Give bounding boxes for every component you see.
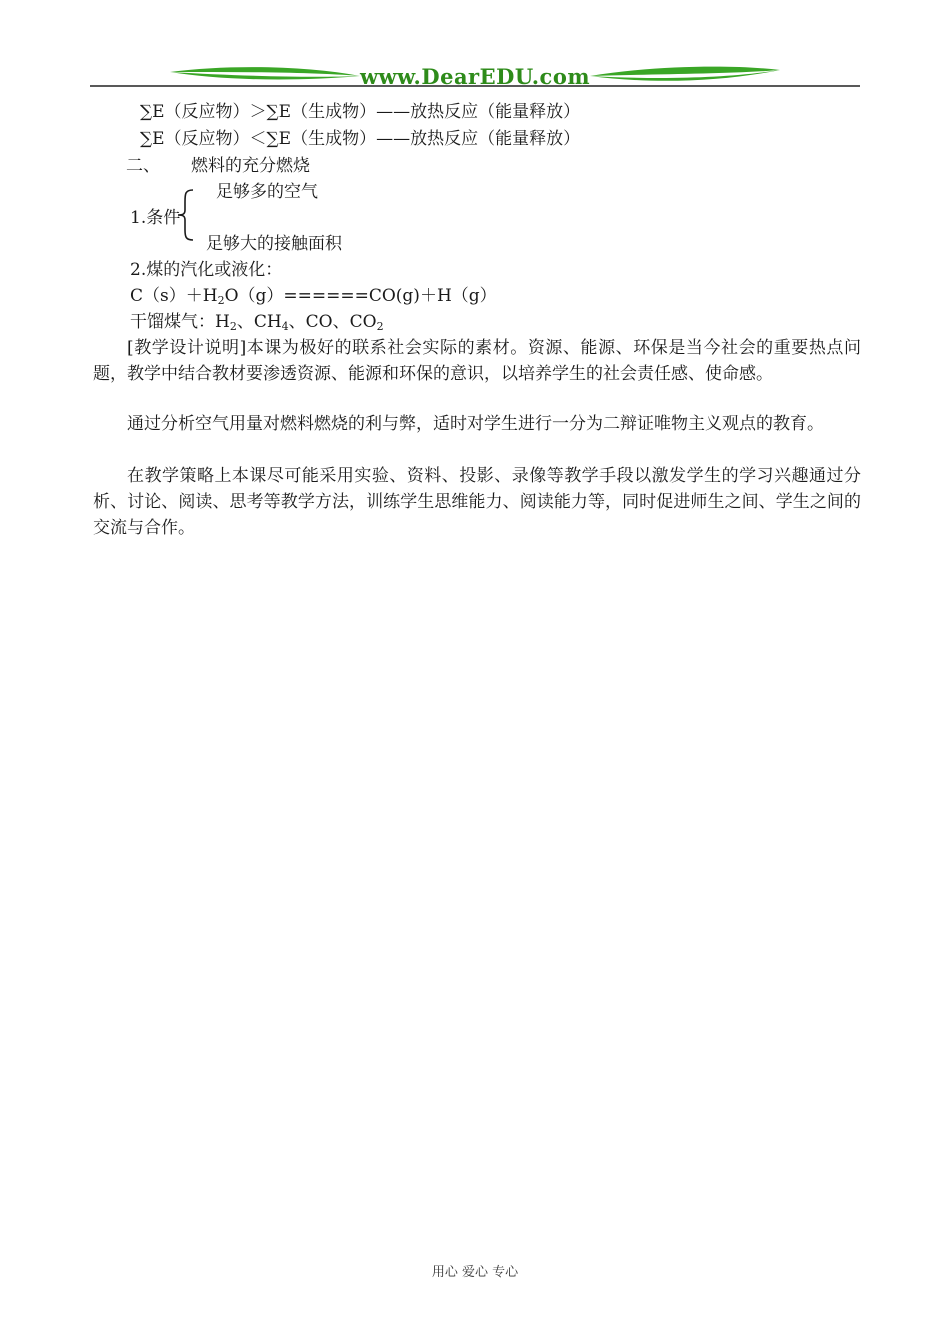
- condition-item-air: 足够多的空气: [216, 182, 318, 202]
- strategy-paragraph: 在教学策略上本课尽可能采用实验、资料、投影、录像等教学手段以激发学生的学习兴趣通过分析、讨论、阅读、思考等教学方法，训练学生思维能力、阅读能力等，同时促进师生之间、学生之间的交流与合作。: [93, 466, 861, 538]
- gasification-equation: [130, 285, 497, 312]
- coke-oven-gas-line: [130, 311, 384, 338]
- page-header: [90, 60, 860, 90]
- subscript: 2: [217, 294, 225, 307]
- gas-part: 干馏煤气：H: [130, 312, 230, 332]
- curly-brace-icon: [175, 188, 197, 242]
- gas-part: 、CO、CO: [288, 312, 377, 332]
- subscript: 2: [229, 320, 237, 333]
- equation-part: O（g）======CO(g)＋H（g）: [224, 286, 497, 306]
- energy-relation-line-1: ∑E（反应物）＞∑E（生成物）——放热反应（能量释放）: [140, 102, 581, 122]
- section-number: 二、: [126, 156, 160, 176]
- section-heading: 燃料的充分燃烧: [191, 156, 310, 176]
- condition-item-surface: 足够大的接触面积: [206, 234, 342, 254]
- energy-relation-line-2: ∑E（反应物）＜∑E（生成物）——放热反应（能量释放）: [140, 129, 581, 149]
- condition-label: 1.条件: [130, 208, 181, 228]
- page-footer: 用心 爱心 专心: [431, 1265, 519, 1280]
- subscript: 4: [281, 320, 289, 333]
- site-brand[interactable]: www.DearEDU.com: [359, 64, 591, 89]
- coal-gasification-heading: 2.煤的汽化或液化：: [130, 260, 283, 280]
- design-note-paragraph: [教学设计说明]本课为极好的联系社会实际的素材。资源、能源、环保是当今社会的重要热点问题，教学中结合教材要渗透资源、能源和环保的意识，以培养学生的社会责任感、使命感。: [93, 338, 861, 384]
- gas-part: 、CH: [236, 312, 282, 332]
- analysis-paragraph: 通过分析空气用量对燃料燃烧的利与弊，适时对学生进行一分为二辩证唯物主义观点的教育。: [127, 414, 824, 434]
- subscript: 2: [376, 320, 384, 333]
- equation-part: C（s）＋H: [130, 286, 218, 306]
